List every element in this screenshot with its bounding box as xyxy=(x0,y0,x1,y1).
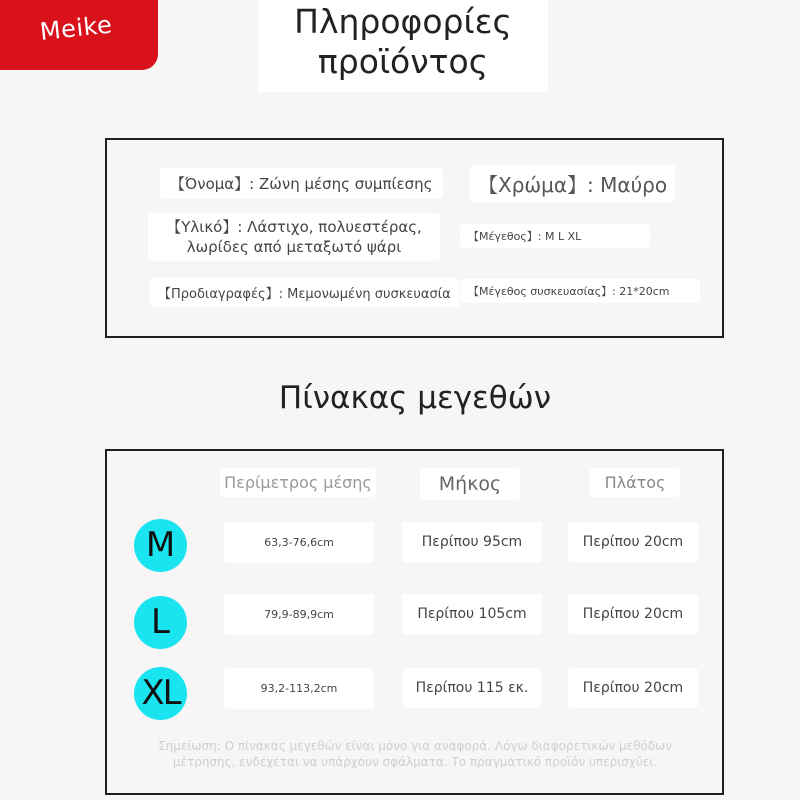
product-name: 【Όνομα】: Ζώνη μέσης συμπίεσης xyxy=(160,168,443,199)
note-line-2: μέτρησης, ενδέχεται να υπάρχουν σφάλματα. Το πραγματικό προϊόν υπερισχύει. xyxy=(172,755,658,769)
product-color: 【Χρώμα】: Μαύρο xyxy=(470,165,675,202)
page-title-line-1: Πληροφορίες xyxy=(294,2,512,41)
product-material xyxy=(148,213,440,261)
length-xl: Περίπου 115 εκ. xyxy=(402,668,542,708)
product-specs: 【Προδιαγραφές】: Μεμονωμένη συσκευασία xyxy=(150,278,459,307)
brand-tab xyxy=(0,0,158,70)
waist-m: 63,3-76,6cm xyxy=(224,522,374,563)
brand-logo-text: Meike xyxy=(38,10,114,46)
header-waist: Περίμετρος μέσης xyxy=(220,468,376,497)
product-size: 【Μέγεθος】: M L XL xyxy=(460,224,650,248)
header-width: Πλάτος xyxy=(590,468,680,497)
header-length: Μήκος xyxy=(420,468,520,500)
waist-xl: 93,2-113,2cm xyxy=(224,668,374,709)
size-badge-l: L xyxy=(134,596,187,649)
product-material-line-1: 【Υλικό】: Λάστιχο, πολυεστέρας, xyxy=(166,218,422,236)
width-m: Περίπου 20cm xyxy=(568,522,698,562)
length-m: Περίπου 95cm xyxy=(402,522,542,562)
size-chart-title: Πίνακας μεγεθών xyxy=(278,380,552,416)
length-l: Περίπου 105cm xyxy=(402,594,542,634)
package-size: 【Μέγεθος συσκευασίας】: 21*20cm xyxy=(460,279,700,303)
note-line-1: Σημείωση: Ο πίνακας μεγεθών είναι μόνο για αναφορά. Λόγω διαφορετικών μεθόδων xyxy=(158,739,672,753)
page-title-line-2: προϊόντος xyxy=(317,42,489,81)
product-material-line-2: λωρίδες από μεταξωτό ψάρι xyxy=(186,238,402,256)
width-l: Περίπου 20cm xyxy=(568,594,698,634)
size-chart-note xyxy=(130,738,700,770)
width-xl: Περίπου 20cm xyxy=(568,668,698,708)
waist-l: 79,9-89,9cm xyxy=(224,594,374,635)
size-badge-m: M xyxy=(134,519,187,572)
size-badge-xl: XL xyxy=(134,667,187,720)
page-title xyxy=(258,2,548,82)
